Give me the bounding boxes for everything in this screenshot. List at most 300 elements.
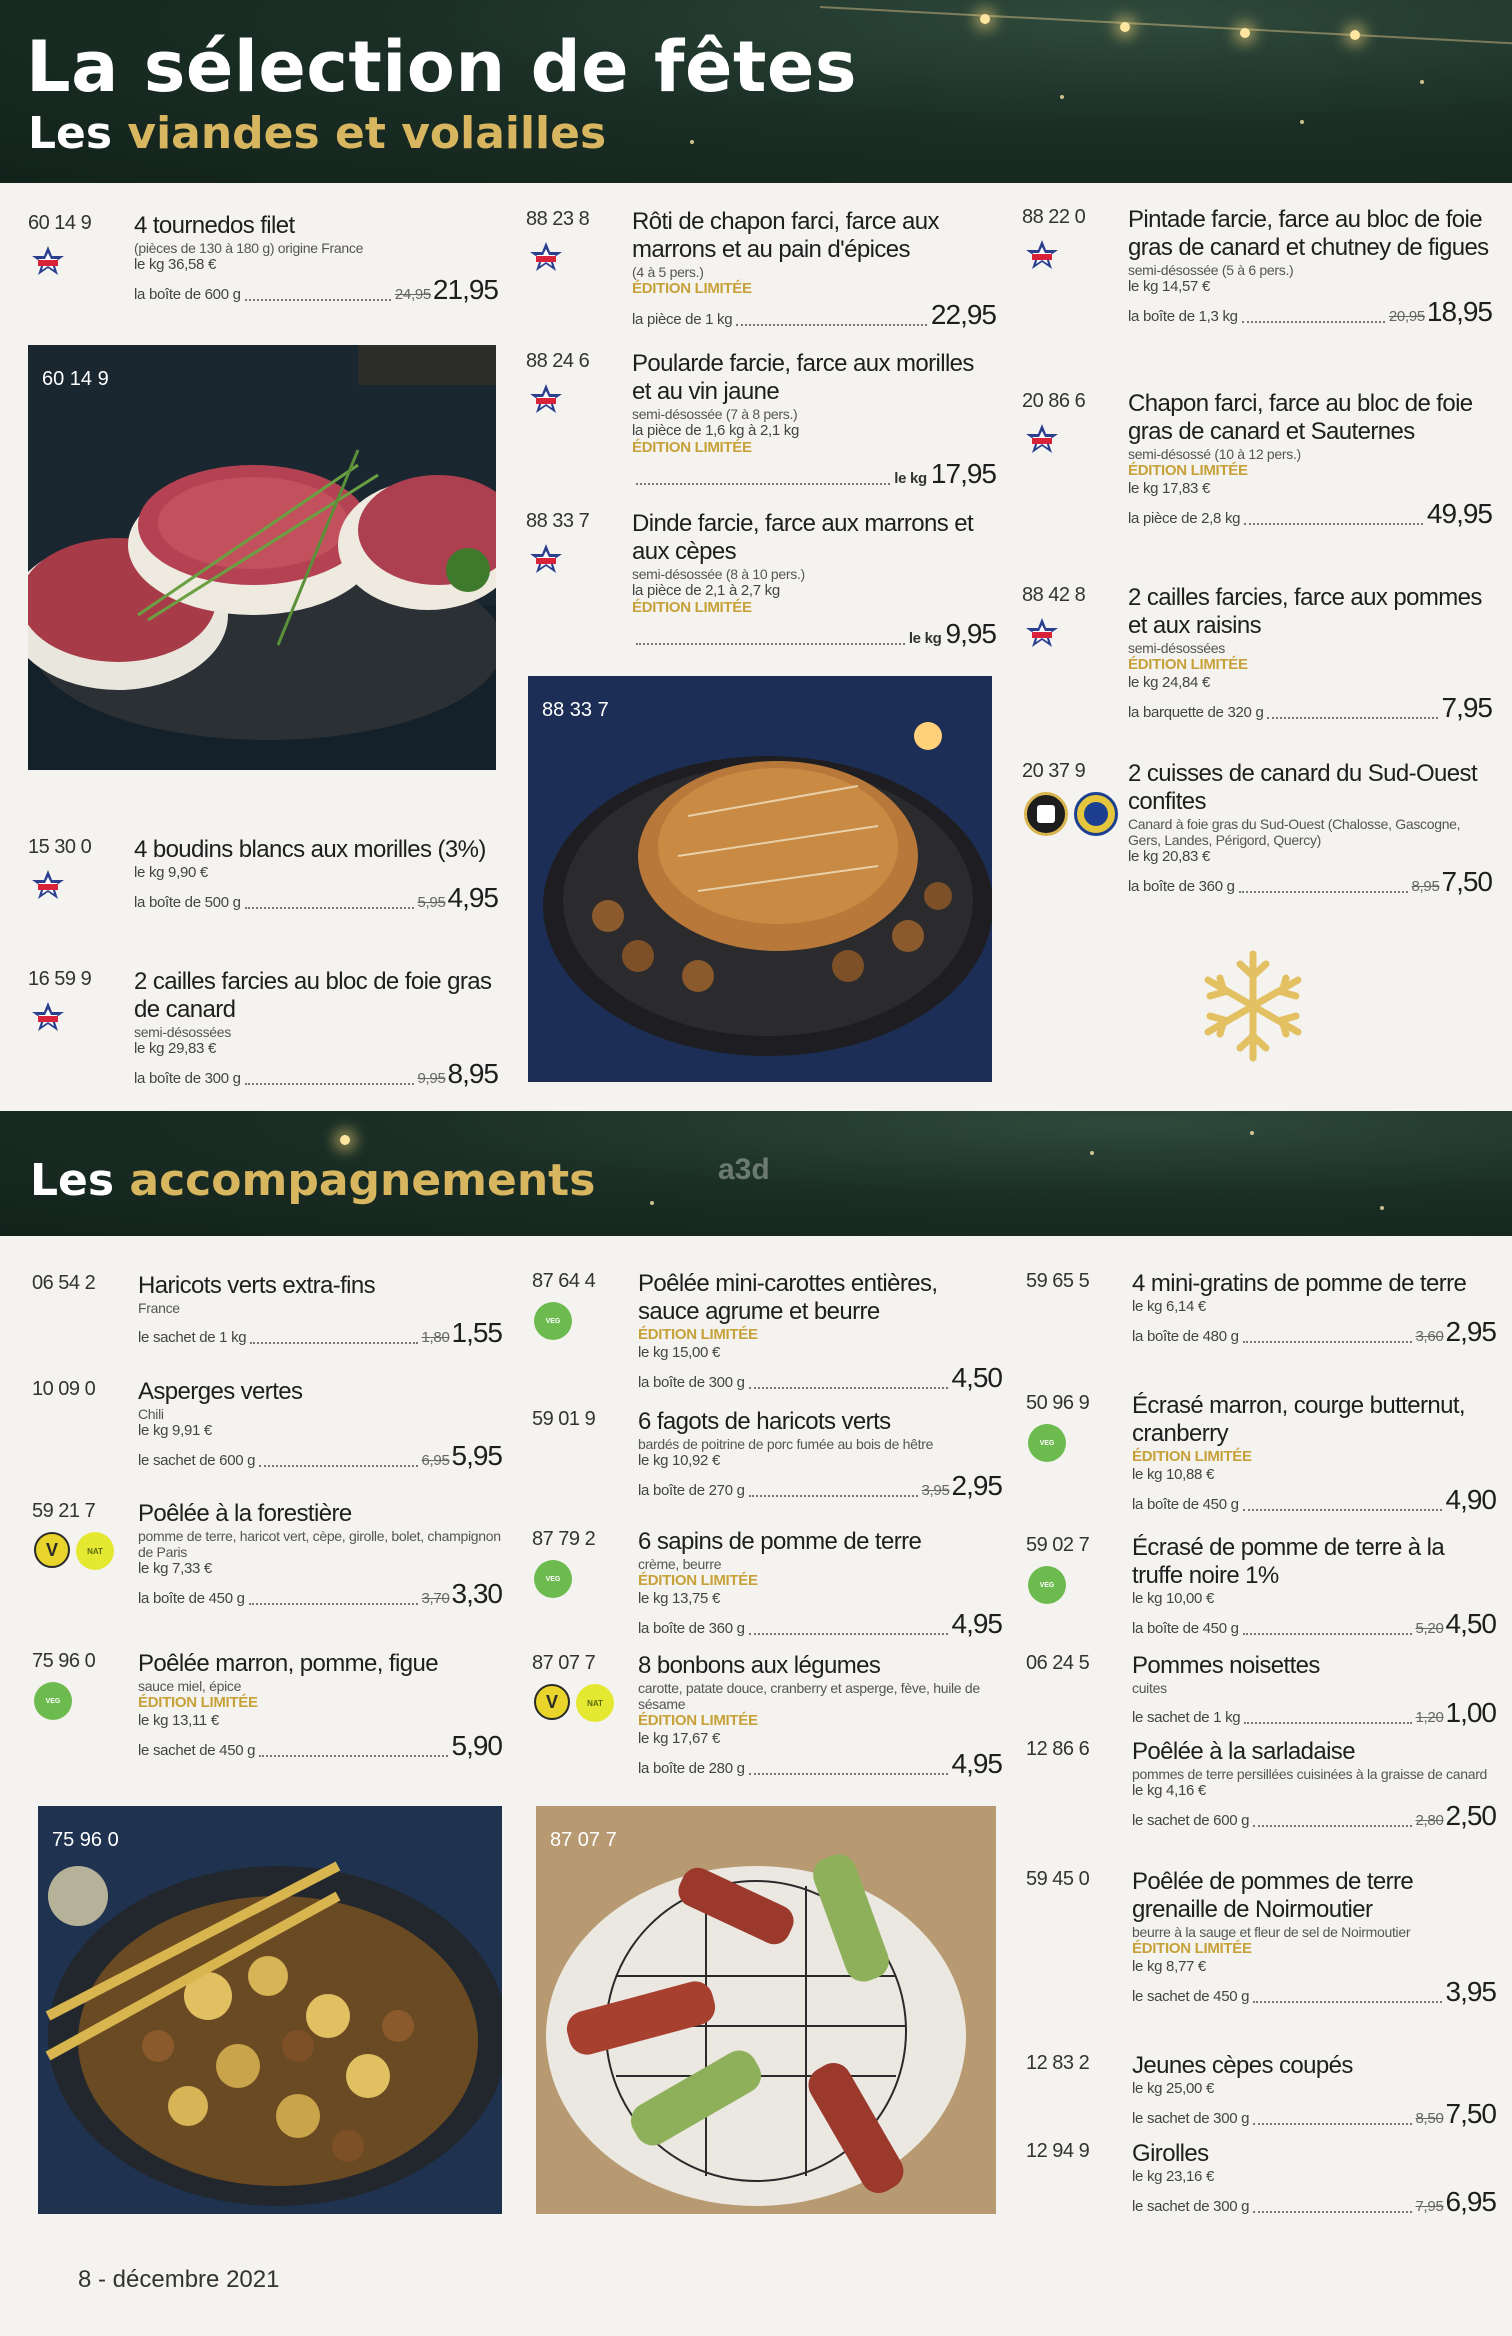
label-badges	[1024, 422, 1060, 456]
leader-dots	[1242, 321, 1385, 323]
quality-seal-icon	[1024, 792, 1068, 836]
product-details	[638, 1652, 1002, 1780]
price-line	[1132, 1697, 1496, 1729]
product-details	[134, 968, 498, 1090]
label-badges	[1024, 792, 1118, 836]
leader-dots	[736, 324, 927, 326]
product-photo-tournedos	[28, 345, 496, 770]
old-price: 8,95	[1411, 878, 1440, 895]
product-code: 87 64 4	[532, 1270, 596, 1292]
product-item[interactable]	[532, 1270, 1002, 1410]
price-per-kg: le kg 9,91 €	[138, 1422, 212, 1439]
price-per-kg: le kg 9,90 €	[134, 864, 208, 881]
product-description: crème, beurre	[638, 1556, 722, 1572]
french-origin-icon	[30, 868, 66, 902]
vegetarian-icon: VEG	[534, 1302, 572, 1340]
product-name: Rôti de chapon farci, farce aux marrons et au pain d'épices	[632, 208, 939, 263]
label-badges	[34, 1532, 114, 1570]
product-details	[1128, 760, 1492, 898]
product-description: semi-désossée (5 à 6 pers.)	[1128, 262, 1294, 278]
limited-edition-label: ÉDITION LIMITÉE	[1128, 462, 1248, 479]
package-size: la boîte de 300 g	[638, 1374, 745, 1391]
product-description: pommes de terre persillées cuisinées à la graisse de canard	[1132, 1766, 1488, 1782]
product-name: 6 fagots de haricots verts	[638, 1408, 891, 1435]
french-origin-icon	[30, 244, 66, 278]
product-item[interactable]	[32, 1500, 502, 1630]
label-badges	[528, 382, 564, 416]
french-origin-icon	[1024, 616, 1060, 650]
french-origin-icon	[1024, 422, 1060, 456]
product-details	[638, 1408, 1002, 1502]
product-photo-dinde	[528, 676, 992, 1082]
product-details	[1128, 206, 1492, 328]
product-item[interactable]	[1026, 1392, 1496, 1522]
product-description: bardés de poitrine de porc fumée au bois de hêtre	[638, 1436, 934, 1452]
price-line	[1128, 692, 1492, 724]
product-item[interactable]	[1026, 1738, 1496, 1858]
limited-edition-label: ÉDITION LIMITÉE	[638, 1712, 758, 1729]
product-details	[1132, 1652, 1496, 1729]
product-item[interactable]	[526, 350, 996, 500]
natural-label-icon: NAT	[576, 1684, 614, 1722]
package-size: la pièce de 2,8 kg	[1128, 510, 1241, 527]
product-name: Poêlée à la forestière	[138, 1500, 352, 1527]
package-size: la boîte de 360 g	[1128, 878, 1235, 895]
leader-dots	[749, 1633, 948, 1635]
price-line	[134, 1058, 498, 1090]
tournedos-image	[28, 345, 496, 770]
leader-dots	[1239, 891, 1408, 893]
price: 3,30	[451, 1578, 502, 1609]
product-description: beurre à la sauge et fleur de sel de Noirmoutier	[1132, 1924, 1411, 1940]
package-size: la boîte de 480 g	[1132, 1328, 1239, 1345]
old-price: 1,20	[1415, 1709, 1444, 1726]
vegetarian-icon: VEG	[534, 1560, 572, 1598]
product-details	[632, 208, 996, 331]
price-line	[1128, 296, 1492, 328]
product-item[interactable]	[1026, 1534, 1496, 1644]
product-name: Poêlée à la sarladaise	[1132, 1738, 1355, 1765]
label-badges	[528, 542, 564, 576]
package-size: le sachet de 600 g	[138, 1452, 256, 1469]
price: 7,50	[1441, 866, 1492, 897]
leader-dots	[1253, 2001, 1441, 2003]
package-size: la boîte de 1,3 kg	[1128, 308, 1238, 325]
product-item[interactable]	[526, 510, 996, 660]
product-code: 59 65 5	[1026, 1270, 1090, 1292]
product-item[interactable]	[1022, 584, 1492, 734]
photo-tag: 75 96 0	[52, 1829, 119, 1851]
product-details	[138, 1272, 502, 1349]
old-price: 9,95	[417, 1070, 446, 1087]
product-item[interactable]	[28, 212, 498, 312]
product-code: 87 07 7	[532, 1652, 596, 1674]
limited-edition-label: ÉDITION LIMITÉE	[1128, 656, 1248, 673]
price: 21,95	[432, 274, 498, 305]
product-code: 06 54 2	[32, 1272, 96, 1294]
product-item[interactable]	[1022, 760, 1492, 910]
price: 4,95	[951, 1748, 1002, 1779]
price: 5,95	[451, 1440, 502, 1471]
price: 17,95	[930, 458, 996, 489]
price-line	[134, 882, 498, 914]
label-badges	[1028, 1566, 1066, 1604]
product-name: Écrasé de pomme de terre à la truffe noire 1%	[1132, 1534, 1445, 1589]
price-line	[1132, 2098, 1496, 2130]
vegetarian-icon: VEG	[1028, 1566, 1066, 1604]
product-details	[1132, 1534, 1496, 1640]
label-badges	[30, 1000, 66, 1034]
product-code: 20 37 9	[1022, 760, 1086, 782]
leader-dots	[636, 483, 890, 485]
product-name: Poêlée de pommes de terre grenaille de Noirmoutier	[1132, 1868, 1414, 1923]
dinde-image	[528, 676, 992, 1082]
product-description: (4 à 5 pers.)	[632, 264, 704, 280]
product-photo-poelee-marron	[38, 1806, 502, 2214]
package-size: le sachet de 300 g	[1132, 2110, 1250, 2127]
product-name: Chapon farci, farce au bloc de foie gras de canard et Sauternes	[1128, 390, 1473, 445]
product-description: carotte, patate douce, cranberry et asperge, fève, huile de sésame	[638, 1680, 980, 1712]
vegan-icon: V	[34, 1532, 70, 1568]
leader-dots	[259, 1755, 447, 1757]
product-code: 12 94 9	[1026, 2140, 1090, 2162]
product-item[interactable]	[1022, 206, 1492, 366]
product-item[interactable]	[1026, 1270, 1496, 1370]
limited-edition-label: ÉDITION LIMITÉE	[632, 599, 752, 616]
product-name: Poêlée mini-carottes entières, sauce agrume et beurre	[638, 1270, 938, 1325]
old-price: 6,95	[421, 1452, 450, 1469]
price-per-kg: le kg 29,83 €	[134, 1040, 216, 1057]
price-line	[1132, 1608, 1496, 1640]
leader-dots	[245, 299, 391, 301]
product-details	[134, 836, 498, 914]
french-origin-icon	[30, 1000, 66, 1034]
price-line	[138, 1440, 502, 1472]
product-name: Jeunes cèpes coupés	[1132, 2052, 1353, 2079]
natural-label-icon: NAT	[76, 1532, 114, 1570]
vegan-icon: V	[534, 1684, 570, 1720]
product-code: 88 24 6	[526, 350, 590, 372]
price: 7,50	[1445, 2098, 1496, 2129]
package-size: la boîte de 300 g	[134, 1070, 241, 1087]
product-name: 4 tournedos filet	[134, 212, 295, 239]
product-name: 4 boudins blancs aux morilles (3%)	[134, 836, 486, 863]
price-line	[632, 618, 996, 650]
product-name: 6 sapins de pomme de terre	[638, 1528, 922, 1555]
photo-tag: 87 07 7	[550, 1829, 617, 1851]
price-per-kg: le kg 7,33 €	[138, 1560, 212, 1577]
price-line	[632, 299, 996, 331]
price: 22,95	[930, 299, 996, 330]
product-name: 4 mini-gratins de pomme de terre	[1132, 1270, 1467, 1297]
page-footer: 8 - décembre 2021	[78, 2266, 280, 2293]
package-size: la boîte de 270 g	[638, 1482, 745, 1499]
product-code: 88 23 8	[526, 208, 590, 230]
price-per-kg: le kg 13,11 €	[138, 1712, 219, 1729]
price-per-kg: le kg 17,83 €	[1128, 480, 1210, 497]
leader-dots	[1253, 2211, 1411, 2213]
price-per-kg: le kg 4,16 €	[1132, 1782, 1206, 1799]
old-price: 24,95	[394, 286, 431, 303]
price-line	[1128, 498, 1492, 530]
product-code: 87 79 2	[532, 1528, 596, 1550]
product-item[interactable]	[28, 836, 498, 916]
product-code: 12 86 6	[1026, 1738, 1090, 1760]
header-banner	[0, 0, 1512, 183]
price: 7,95	[1441, 692, 1492, 723]
price: 4,95	[447, 882, 498, 913]
product-name: 8 bonbons aux légumes	[638, 1652, 881, 1679]
product-code: 15 30 0	[28, 836, 92, 858]
price: 1,00	[1445, 1697, 1496, 1728]
product-code: 59 45 0	[1026, 1868, 1090, 1890]
product-details	[1128, 584, 1492, 724]
product-code: 60 14 9	[28, 212, 92, 234]
product-details	[1132, 2140, 1496, 2218]
product-photo-bonbons	[536, 1806, 996, 2214]
old-price: 5,95	[417, 894, 446, 911]
package-size: la boîte de 600 g	[134, 286, 241, 303]
product-name: Pintade farcie, farce au bloc de foie gras de canard et chutney de figues	[1128, 206, 1489, 261]
product-item[interactable]	[1022, 390, 1492, 570]
package-size: le sachet de 1 kg	[138, 1329, 247, 1346]
product-description: semi-désossées	[1128, 640, 1225, 656]
label-badges	[1024, 238, 1060, 272]
product-item[interactable]	[32, 1378, 502, 1478]
leader-dots	[749, 1387, 948, 1389]
package-size: la boîte de 450 g	[1132, 1620, 1239, 1637]
limited-edition-label: ÉDITION LIMITÉE	[638, 1326, 758, 1343]
product-description: Chili	[138, 1406, 164, 1422]
label-badges	[30, 868, 66, 902]
package-size: la boîte de 500 g	[134, 894, 241, 911]
leader-dots	[245, 1083, 414, 1085]
price: 4,95	[951, 1608, 1002, 1639]
price-per-kg: le kg 36,58 €	[134, 256, 216, 273]
price-line	[138, 1578, 502, 1610]
label-badges	[534, 1684, 614, 1722]
old-price: 5,20	[1415, 1620, 1444, 1637]
vegetarian-icon: VEG	[34, 1682, 72, 1720]
product-details	[1132, 2052, 1496, 2130]
product-details	[1132, 1392, 1496, 1516]
product-details	[138, 1650, 502, 1762]
product-details	[1132, 1270, 1496, 1348]
leader-dots	[1253, 2123, 1411, 2125]
french-origin-icon	[1024, 238, 1060, 272]
leader-dots	[1243, 1633, 1412, 1635]
price: 18,95	[1426, 296, 1492, 327]
product-name: 2 cailles farcies, farce aux pommes et aux raisins	[1128, 584, 1482, 639]
leader-dots	[1243, 1509, 1442, 1511]
product-name: Haricots verts extra-fins	[138, 1272, 376, 1299]
product-description: (pièces de 130 à 180 g) origine France	[134, 240, 364, 256]
price-line	[638, 1608, 1002, 1640]
watermark: a3d	[718, 1153, 770, 1186]
price: 5,90	[451, 1730, 502, 1761]
per-kg-label: le kg	[894, 470, 927, 487]
product-description: sauce miel, épice	[138, 1678, 242, 1694]
package-size: le sachet de 600 g	[1132, 1812, 1250, 1829]
price-per-kg: le kg 15,00 €	[638, 1344, 720, 1361]
label-badges	[34, 1682, 72, 1720]
product-item[interactable]	[32, 1272, 502, 1352]
product-code: 10 09 0	[32, 1378, 96, 1400]
label-badges	[1028, 1424, 1066, 1462]
price-per-kg: le kg 10,92 €	[638, 1452, 720, 1469]
price-line	[1132, 1800, 1496, 1832]
product-details	[138, 1500, 502, 1610]
product-item[interactable]	[532, 1652, 1002, 1792]
product-description: semi-désossées	[134, 1024, 231, 1040]
old-price: 8,50	[1415, 2110, 1444, 2127]
product-code: 50 96 9	[1026, 1392, 1090, 1414]
price-line	[1132, 1976, 1496, 2008]
price: 1,55	[451, 1317, 502, 1348]
product-name: Asperges vertes	[138, 1378, 303, 1405]
old-price: 3,70	[421, 1590, 450, 1607]
product-name: 2 cuisses de canard du Sud-Ouest confites	[1128, 760, 1478, 815]
leader-dots	[1244, 1722, 1411, 1724]
product-code: 59 02 7	[1026, 1534, 1090, 1556]
product-item[interactable]	[1026, 2052, 1496, 2132]
price-line	[632, 458, 996, 490]
package-size: le sachet de 1 kg	[1132, 1709, 1241, 1726]
product-name: Girolles	[1132, 2140, 1209, 2167]
package-size: le sachet de 450 g	[138, 1742, 256, 1759]
weight-range: la pièce de 1,6 kg à 2,1 kg	[632, 422, 800, 439]
product-item[interactable]	[32, 1650, 502, 1780]
photo-tag: 60 14 9	[42, 368, 109, 390]
leader-dots	[1244, 523, 1423, 525]
product-name: Poêlée marron, pomme, figue	[138, 1650, 438, 1677]
french-origin-icon	[528, 240, 564, 274]
label-badges	[528, 240, 564, 274]
price-per-kg: le kg 17,67 €	[638, 1730, 720, 1747]
price: 4,90	[1445, 1484, 1496, 1515]
product-name: Pommes noisettes	[1132, 1652, 1320, 1679]
label-badges	[534, 1302, 572, 1340]
photo-tag: 88 33 7	[542, 699, 609, 721]
limited-edition-label: ÉDITION LIMITÉE	[632, 280, 752, 297]
product-code: 59 01 9	[532, 1408, 596, 1430]
product-code: 88 22 0	[1022, 206, 1086, 228]
price-line	[638, 1748, 1002, 1780]
price-line	[1128, 866, 1492, 898]
limited-edition-label: ÉDITION LIMITÉE	[1132, 1448, 1252, 1465]
price: 6,95	[1445, 2186, 1496, 2217]
product-name: Dinde farcie, farce aux marrons et aux cèpes	[632, 510, 974, 565]
limited-edition-label: ÉDITION LIMITÉE	[632, 439, 752, 456]
leader-dots	[1243, 1341, 1412, 1343]
price-per-kg: le kg 14,57 €	[1128, 278, 1210, 295]
leader-dots	[636, 643, 905, 645]
price-per-kg: le kg 8,77 €	[1132, 1958, 1206, 1975]
price: 3,95	[1445, 1976, 1496, 2007]
product-code: 16 59 9	[28, 968, 92, 990]
product-item[interactable]	[532, 1528, 1002, 1668]
product-details	[1132, 1868, 1496, 2008]
product-code: 12 83 2	[1026, 2052, 1090, 2074]
old-price: 3,60	[1415, 1328, 1444, 1345]
price-per-kg: le kg 10,00 €	[1132, 1590, 1214, 1607]
product-description: cuites	[1132, 1680, 1167, 1696]
product-details	[638, 1270, 1002, 1394]
product-item[interactable]	[526, 208, 996, 338]
product-description: semi-désossée (8 à 10 pers.)	[632, 566, 805, 582]
product-description: semi-désossée (7 à 8 pers.)	[632, 406, 798, 422]
product-description: Canard à foie gras du Sud-Ouest (Chalosse, Gascogne, Gers, Landes, Périgord, Quercy)	[1128, 816, 1461, 848]
leader-dots	[259, 1465, 417, 1467]
package-size: la barquette de 320 g	[1128, 704, 1264, 721]
product-description: semi-désossé (10 à 12 pers.)	[1128, 446, 1301, 462]
per-kg-label: le kg	[908, 630, 942, 647]
product-description: pomme de terre, haricot vert, cèpe, girolle, bolet, champignon de Paris	[138, 1528, 501, 1560]
old-price: 1,80	[421, 1329, 450, 1346]
igp-label-icon	[1074, 792, 1118, 836]
limited-edition-label: ÉDITION LIMITÉE	[638, 1572, 758, 1589]
leader-dots	[749, 1773, 948, 1775]
product-details	[638, 1528, 1002, 1640]
french-origin-icon	[528, 382, 564, 416]
price-line	[638, 1362, 1002, 1394]
product-code: 59 21 7	[32, 1500, 96, 1522]
package-size: la pièce de 1 kg	[632, 311, 733, 328]
old-price: 2,80	[1415, 1812, 1444, 1829]
product-item[interactable]	[28, 968, 498, 1098]
price: 9,95	[945, 618, 996, 649]
product-name: Écrasé marron, courge butternut, cranberry	[1132, 1392, 1465, 1447]
price: 4,50	[1445, 1608, 1496, 1639]
product-item[interactable]	[1026, 1652, 1496, 1732]
old-price: 3,95	[921, 1482, 950, 1499]
product-item[interactable]	[1026, 2140, 1496, 2220]
product-code: 88 42 8	[1022, 584, 1086, 606]
product-name: Poularde farcie, farce aux morilles et au vin jaune	[632, 350, 974, 405]
product-details	[632, 510, 996, 650]
product-name: 2 cailles farcies au bloc de foie gras de canard	[134, 968, 492, 1023]
price-per-kg: le kg 13,75 €	[638, 1590, 720, 1607]
leader-dots	[249, 1603, 418, 1605]
product-item[interactable]	[1026, 1868, 1496, 2028]
label-badges	[534, 1560, 572, 1598]
price: 2,95	[951, 1470, 1002, 1501]
leader-dots	[250, 1342, 417, 1344]
package-size: la boîte de 280 g	[638, 1760, 745, 1777]
product-code: 06 24 5	[1026, 1652, 1090, 1674]
price: 49,95	[1426, 498, 1492, 529]
label-badges	[30, 244, 66, 278]
price-line	[138, 1317, 502, 1349]
section-title-accompagnements: Les accompagnements	[30, 1155, 596, 1206]
price-per-kg: le kg 25,00 €	[1132, 2080, 1214, 2097]
price-per-kg: le kg 20,83 €	[1128, 848, 1210, 865]
french-origin-icon	[528, 542, 564, 576]
leader-dots	[749, 1495, 918, 1497]
price-line	[1132, 2186, 1496, 2218]
leader-dots	[245, 907, 414, 909]
package-size: le sachet de 450 g	[1132, 1988, 1250, 2005]
product-item[interactable]	[532, 1408, 1002, 1548]
section-title-viandes: Les viandes et volailles	[28, 108, 607, 159]
price-per-kg: le kg 6,14 €	[1132, 1298, 1206, 1315]
product-details	[1132, 1738, 1496, 1832]
product-code: 20 86 6	[1022, 390, 1086, 412]
page-title: La sélection de fêtes	[26, 26, 858, 108]
price: 2,95	[1445, 1316, 1496, 1347]
section-banner-accompagnements	[0, 1111, 1512, 1236]
vegetarian-icon: VEG	[1028, 1424, 1066, 1462]
